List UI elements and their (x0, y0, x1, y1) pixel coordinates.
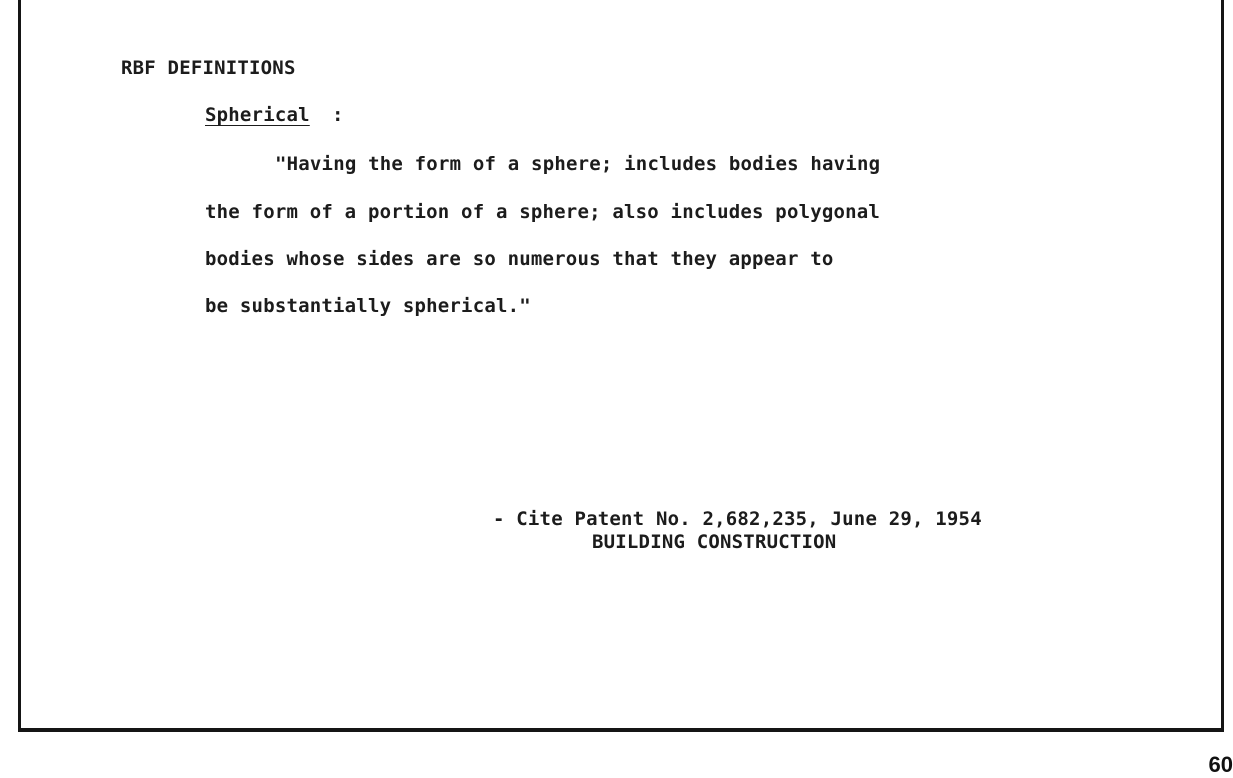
definition-card (18, 0, 1224, 732)
term-label: Spherical (205, 104, 310, 126)
definition-line: the form of a portion of a sphere; also includes polygonal (205, 201, 881, 223)
citation-line: - Cite Patent No. 2,682,235, June 29, 1954 (493, 508, 982, 530)
term-colon: : (332, 104, 344, 126)
citation-subtitle: BUILDING CONSTRUCTION (592, 531, 837, 553)
definition-line: "Having the form of a sphere; includes bodies having (275, 153, 881, 175)
page-number: 60 (1208, 752, 1233, 777)
definition-line: bodies whose sides are so numerous that they appear to (205, 248, 834, 270)
document-heading: RBF DEFINITIONS (121, 57, 296, 79)
definition-line: be substantially spherical." (205, 295, 531, 317)
